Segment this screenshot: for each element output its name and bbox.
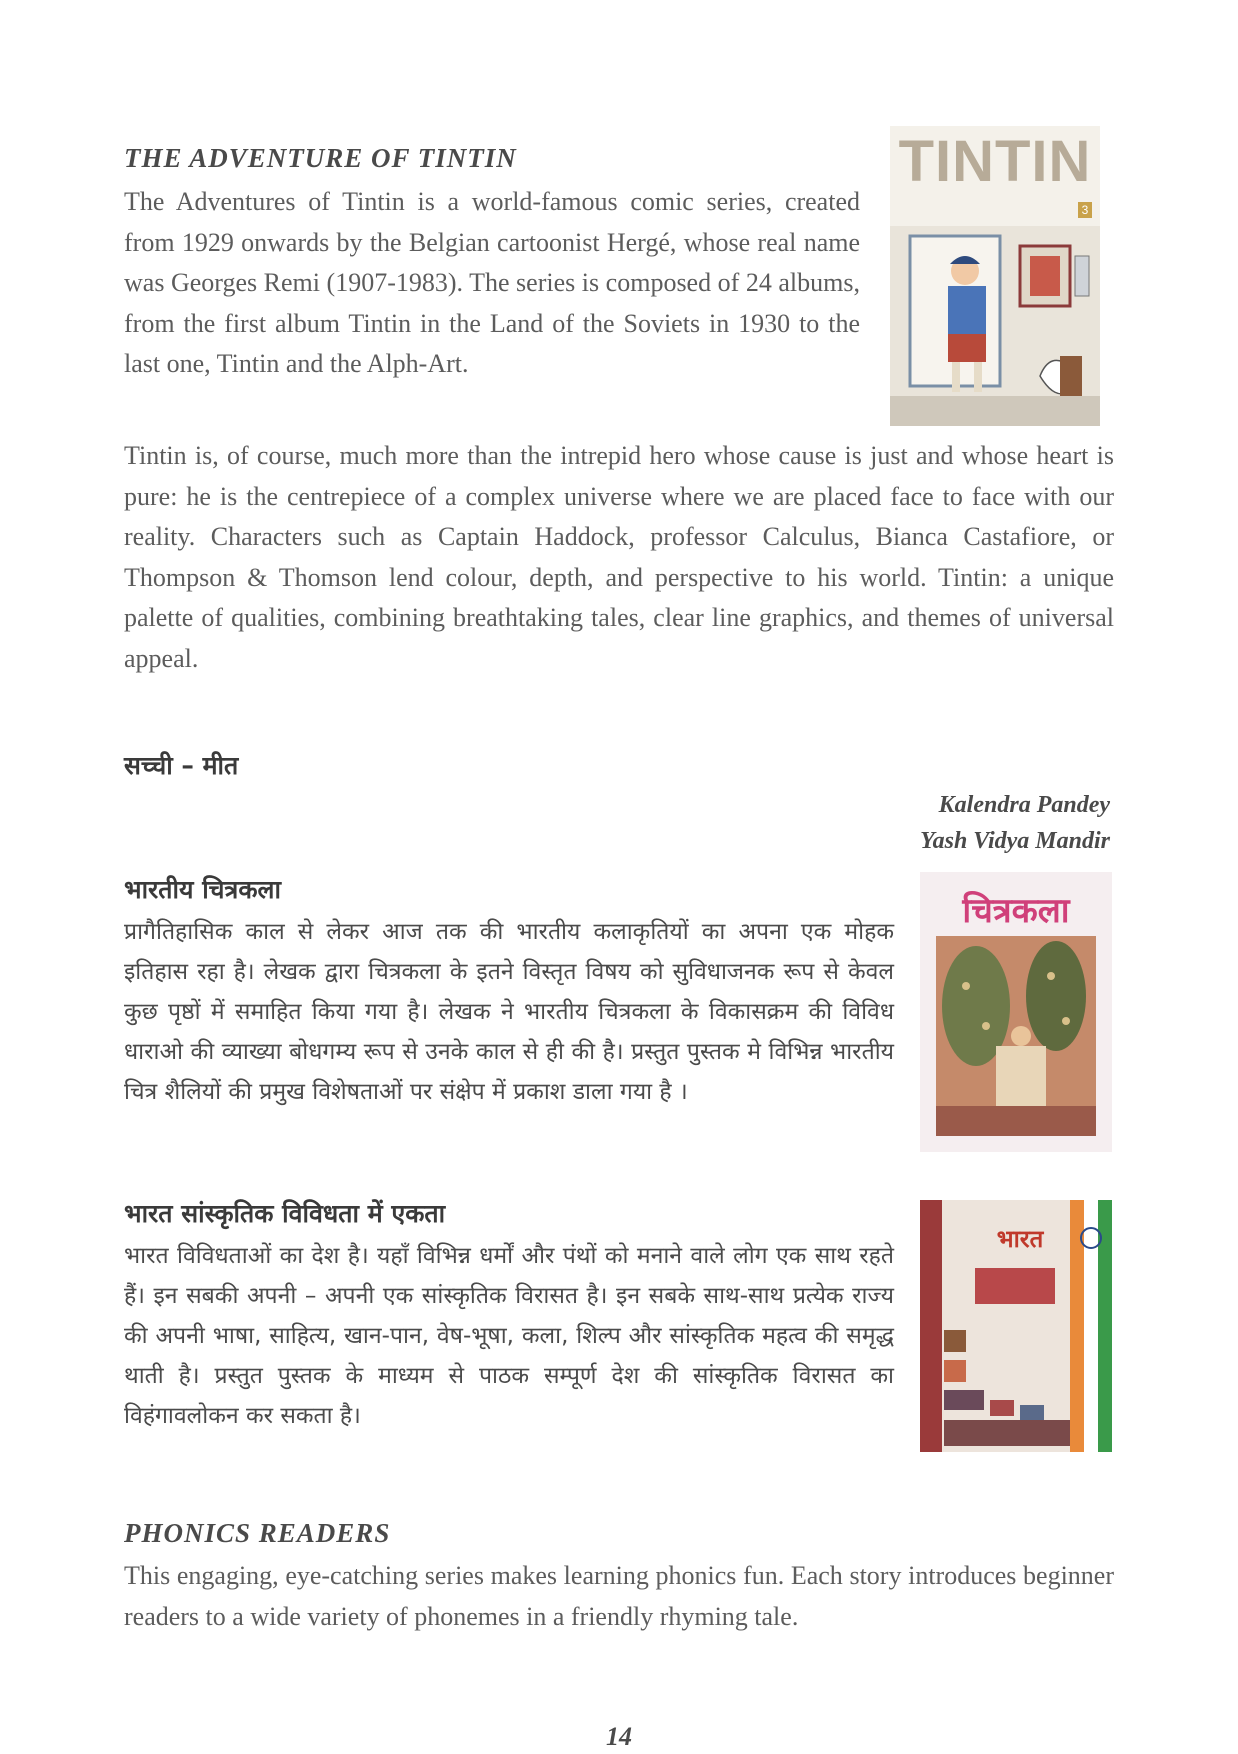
- tintin-paragraph-1: The Adventures of Tintin is a world-famous comic series, created from 1929 onwards by the Belgian cartoonist Hergé, whose real name was Georges Remi (1907-1983). The series is composed of 24 albums, from the first album Tintin in the Land of the Soviets in 1930 to the last one, Tintin and the Alph-Art.: [124, 187, 860, 378]
- author-name: Kalendra Pandey: [938, 792, 1110, 818]
- author-school: Yash Vidya Mandir: [920, 828, 1110, 854]
- phonics-paragraph: This engaging, eye-catching series makes learning phonics fun. Each story introduces beginner readers to a wide variety of phonemes in a friendly rhyming tale.: [124, 1561, 1114, 1631]
- chitrakala-cover-image: [920, 872, 1112, 1152]
- tintin-cover-illustration: [890, 226, 1100, 426]
- chitrakala-cover-painting: [936, 936, 1096, 1136]
- page-number: 14: [606, 1722, 632, 1751]
- ekta-cover-collage: [920, 1200, 1112, 1452]
- chitrakala-cover-title: चित्रकला: [962, 891, 1070, 931]
- ekta-cover-title: भारत: [996, 1225, 1044, 1253]
- ekta-cover-image: [920, 1200, 1112, 1452]
- chitrakala-paragraph: प्रागैतिहासिक काल से लेकर आज तक की भारतीय कलाकृतियों का अपना एक मोहक इतिहास रहा है। लेखक द्वारा चित्रकला के इतने विस्तृत विषय को सुविधाजनक रूप से केवल कुछ पृष्ठों में समाहित किया गया है। लेखक ने भारतीय चित्रकला के विकासक्रम की विविध धाराओ की व्याख्या बोधगम्य रूप से उनके काल से ही की है। प्रस्तुत पुस्तक मे विभिन्न भारतीय चित्र शैलियों की प्रमुख विशेषताओं पर संक्षेप में प्रकाश डाला गया है ।: [124, 919, 894, 1105]
- tintin-cover-image: [890, 126, 1100, 426]
- sachchi-meet-heading: सच्ची – मीत: [124, 751, 239, 780]
- tintin-heading: THE ADVENTURE OF TINTIN: [124, 143, 517, 173]
- ekta-heading: भारत सांस्कृतिक विविधता में एकता: [124, 1199, 446, 1228]
- ekta-paragraph: भारत विविधताओं का देश है। यहाँ विभिन्न धर्मों और पंथों को मनाने वाले लोग एक साथ रहते हैं। इन सबकी अपनी – अपनी एक सांस्कृतिक विरासत है। इन सबके साथ-साथ प्रत्येक राज्य की अपनी भाषा, साहित्य, खान-पान, वेष-भूषा, कला, शिल्प और सांस्कृतिक महत्व की समृद्ध थाती है। प्रस्तुत पुस्तक के माध्यम से पाठक सम्पूर्ण देश की सांस्कृतिक विरासत का विहंगावलोकन कर सकता है।: [124, 1243, 894, 1429]
- tintin-cover-number: 3: [1078, 202, 1092, 218]
- tintin-cover-title: TINTIN: [898, 129, 1092, 194]
- phonics-heading: PHONICS READERS: [124, 1518, 391, 1548]
- chitrakala-heading: भारतीय चित्रकला: [124, 875, 281, 904]
- tintin-paragraph-2: Tintin is, of course, much more than the intrepid hero whose cause is just and whose heart is pure: he is the centrepiece of a complex universe where we are placed face to face with our reality. Characters such as Captain Haddock, professor Calculus, Bianca Castafiore, or Thompson & Thomson lend colour, depth, and perspective to his world. Tintin: a unique palette of qualities, combining breathtaking tales, clear line graphics, and themes of universal appeal.: [124, 441, 1114, 673]
